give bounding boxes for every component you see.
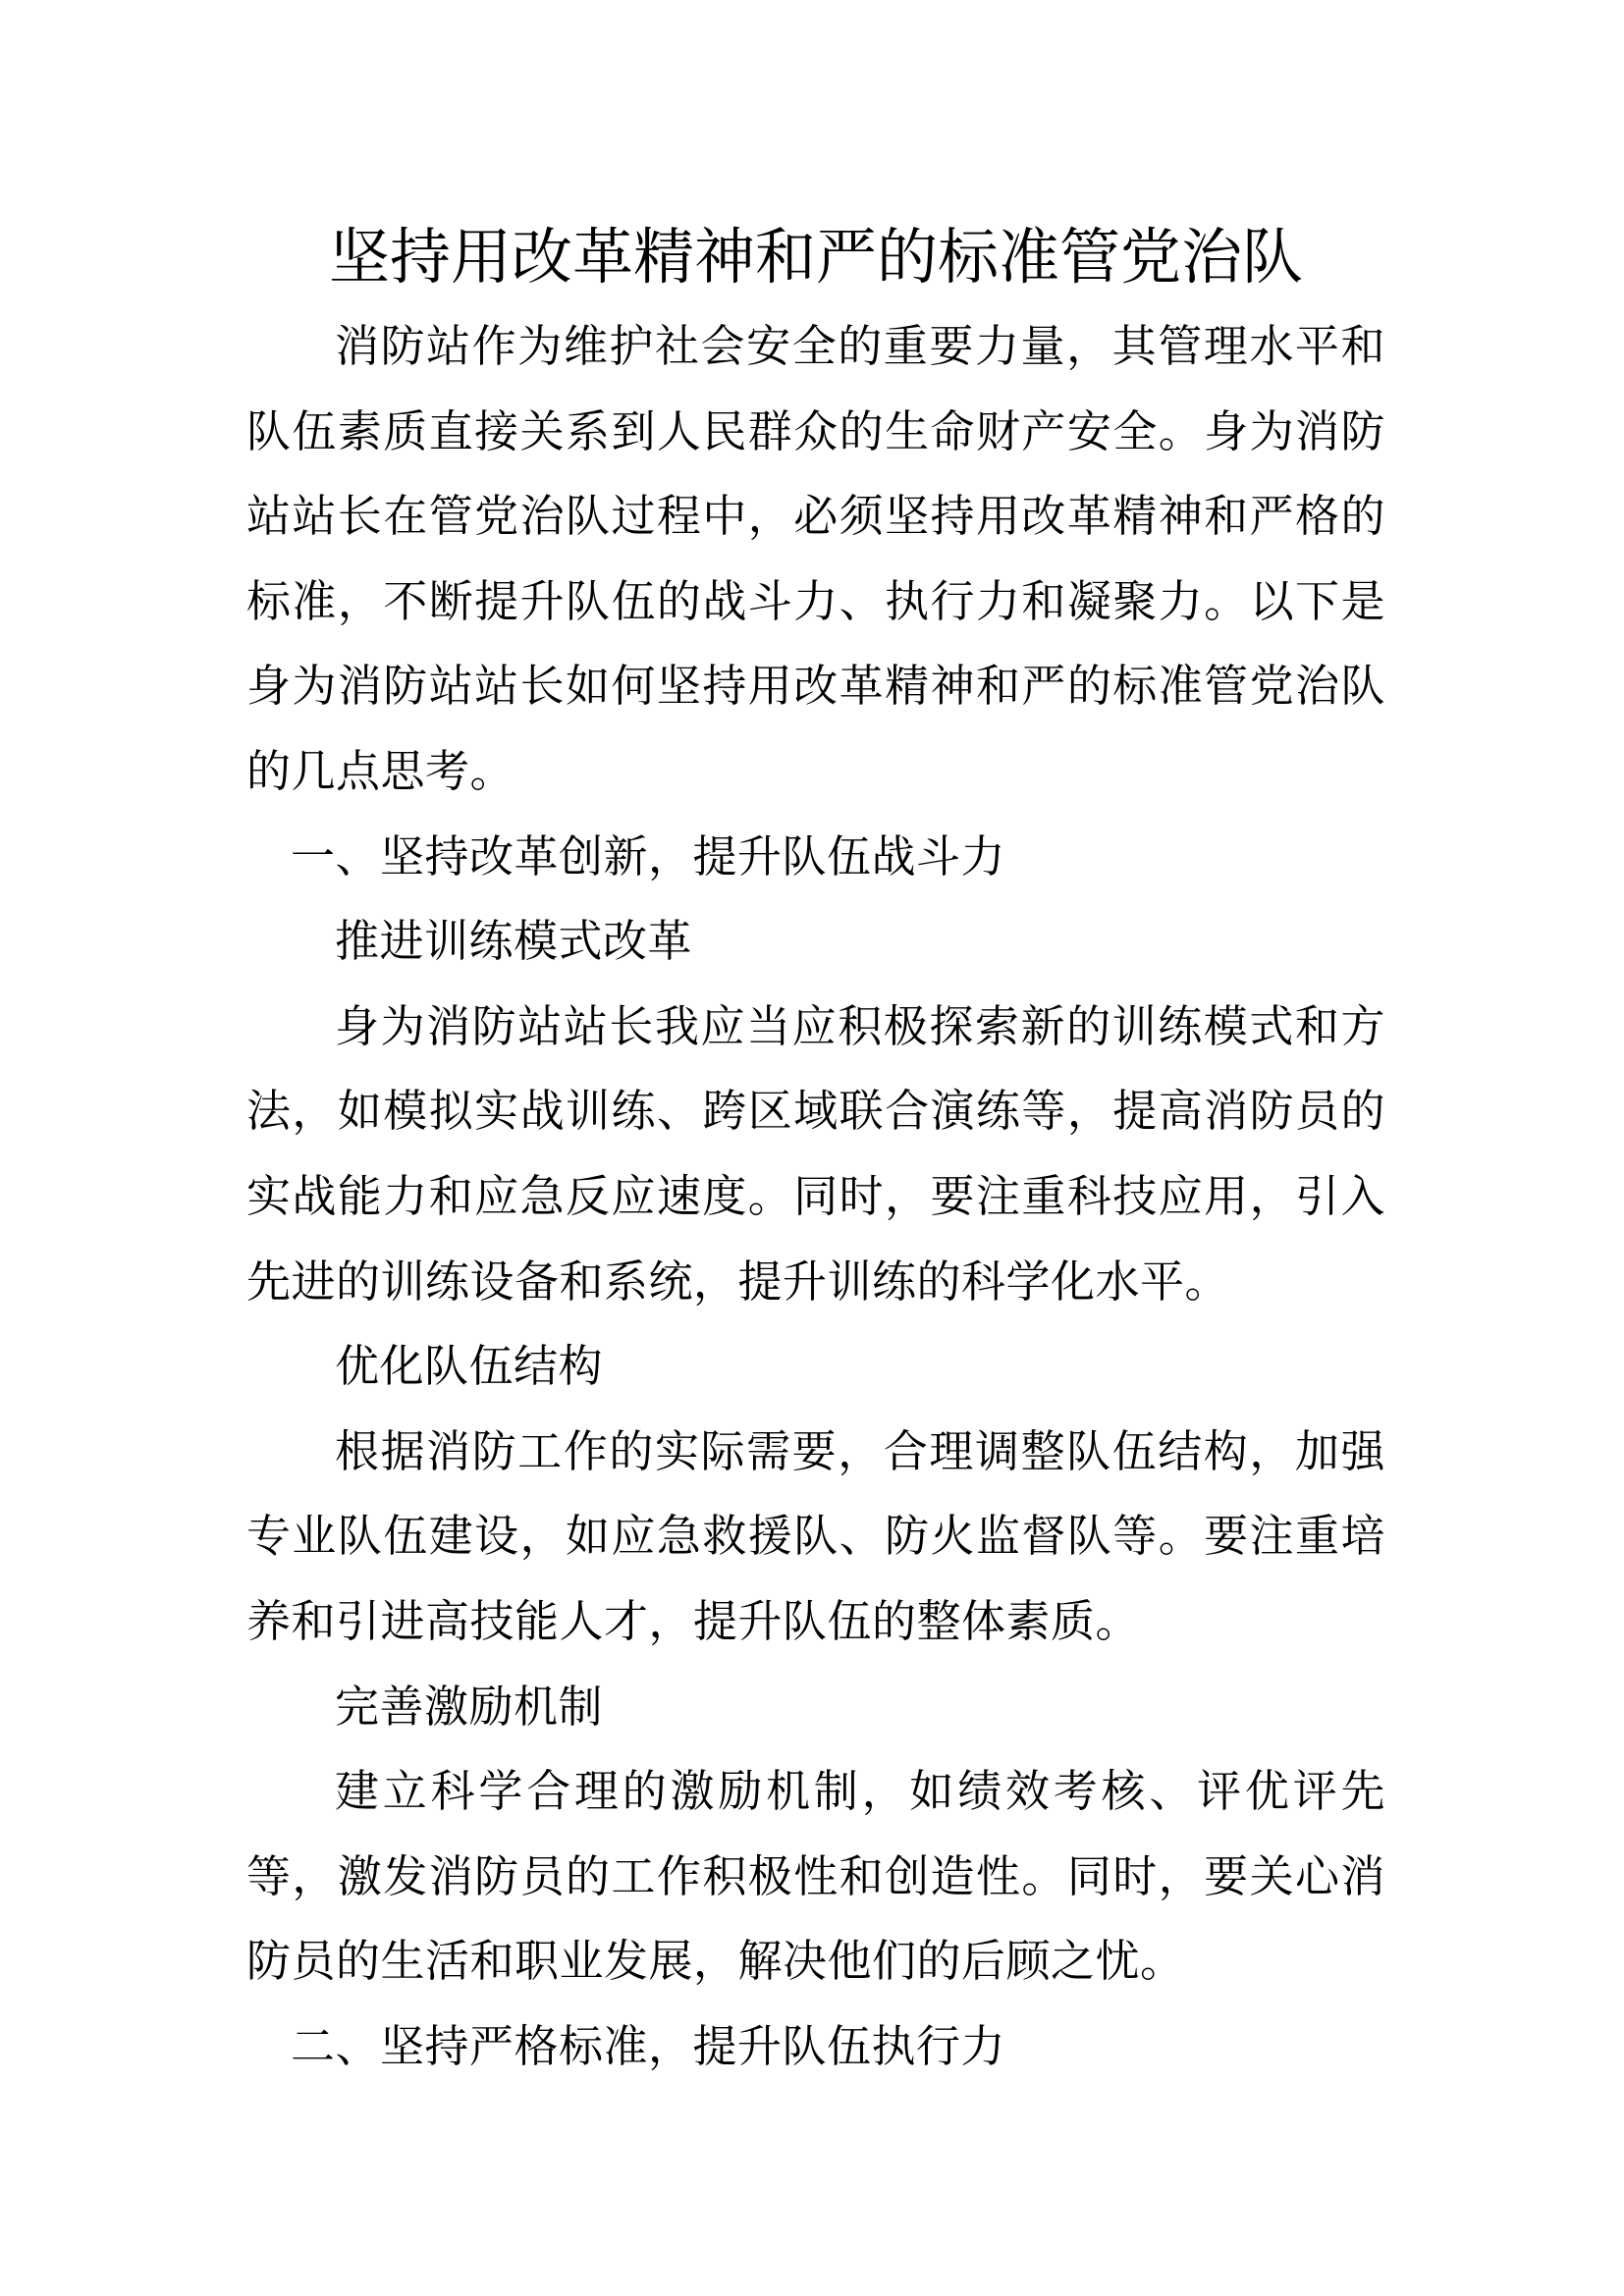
paragraph-training-reform: 身为消防站站长我应当应积极探索新的训练模式和方法，如模拟实战训练、跨区域联合演练等，提高消防员的实战能力和应急反应速度。同时，要注重科技应用，引入先进的训练设备和系统，提升训练的科学化水平。 [246, 999, 1385, 1308]
sub-heading-team-structure: 优化队伍结构 [335, 1340, 604, 1393]
sub-heading-training-reform: 推进训练模式改革 [335, 915, 693, 968]
sub-heading-incentive-mechanism: 完善激励机制 [335, 1680, 604, 1733]
section-heading-1: 一、坚持改革创新，提升队伍战斗力 [291, 829, 1006, 882]
intro-paragraph: 消防站作为维护社会安全的重要力量，其管理水平和队伍素质直接关系到人民群众的生命财产安全。身为消防站站长在管党治队过程中，必须坚持用改革精神和严格的标准，不断提升队伍的战斗力、执行力和凝聚力。以下是身为消防站站长如何坚持用改革精神和严的标准管党治队的几点思考。 [246, 320, 1385, 797]
document-body [246, 304, 1385, 2089]
document-title: 坚持用改革精神和严的标准管党治队 [328, 221, 1303, 293]
paragraph-team-structure: 根据消防工作的实际需要，合理调整队伍结构，加强专业队伍建设，如应急救援队、防火监督队等。要注重培养和引进高技能人才，提升队伍的整体素质。 [246, 1424, 1385, 1647]
paragraph-incentive-mechanism: 建立科学合理的激励机制，如绩效考核、评优评先等，激发消防员的工作积极性和创造性。同时，要关心消防员的生活和职业发展，解决他们的后顾之忧。 [246, 1765, 1385, 1988]
section-heading-2: 二、坚持严格标准，提升队伍执行力 [291, 2019, 1006, 2072]
